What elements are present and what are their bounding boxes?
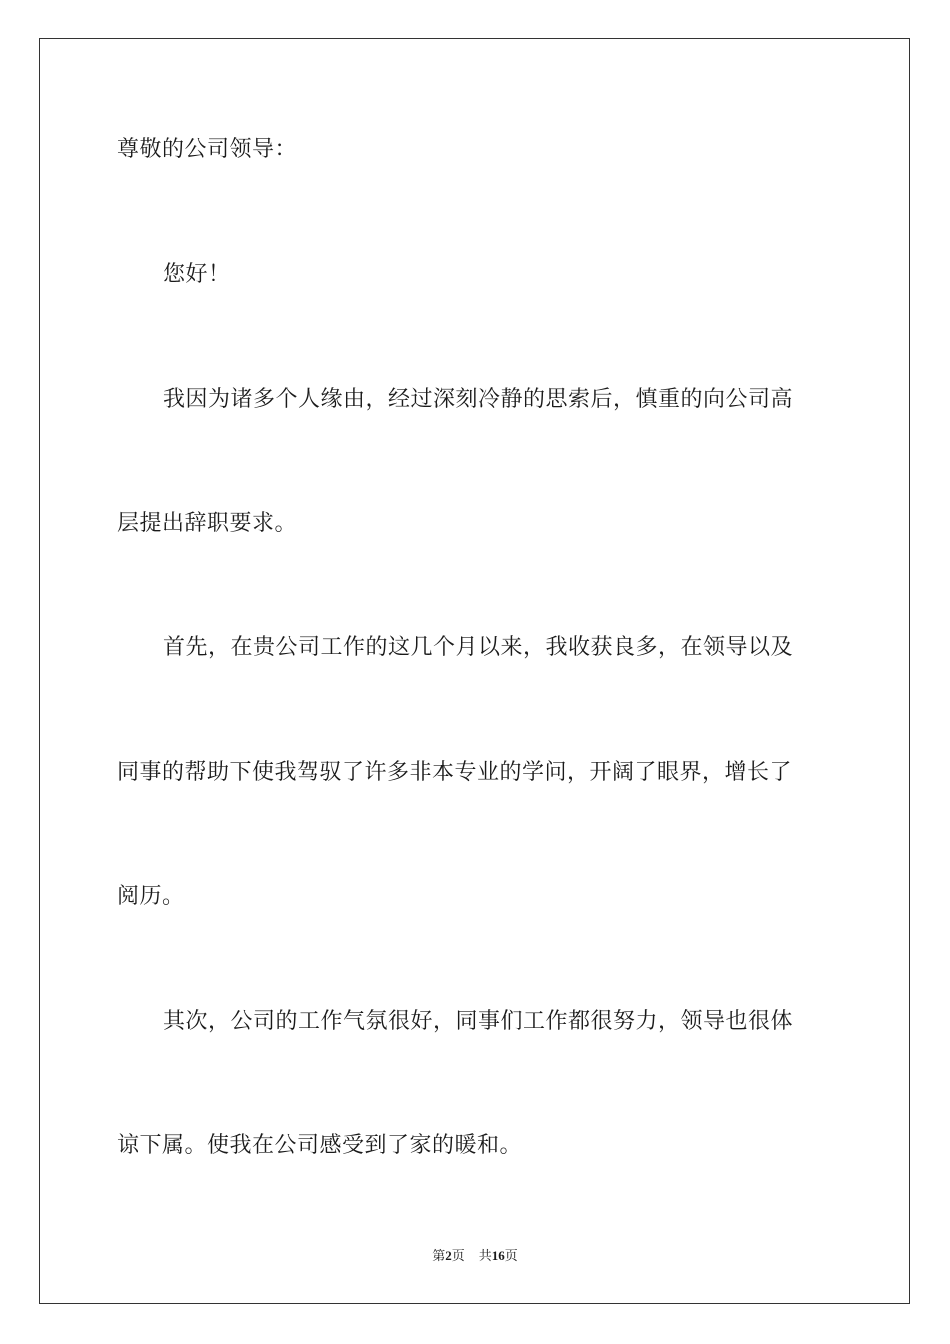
paragraph-1-line-2: 层提出辞职要求。 (117, 511, 298, 536)
page-suffix: 页 (451, 1248, 465, 1263)
page-prefix: 第 (432, 1248, 446, 1263)
total-suffix: 页 (504, 1248, 518, 1263)
total-pages: 16 (491, 1248, 505, 1263)
page-footer (0, 1247, 950, 1265)
page-border (39, 38, 910, 1304)
paragraph-2-line-1: 首先，在贵公司工作的这几个月以来，我收获良多，在领导以及 (163, 635, 794, 660)
salutation-line: 您好！ (163, 262, 231, 287)
greeting-line: 尊敬的公司领导： (117, 137, 298, 162)
page-number: 2 (445, 1248, 452, 1263)
total-prefix: 共 (478, 1248, 492, 1263)
paragraph-3-line-1: 其次，公司的工作气氛很好，同事们工作都很努力，领导也很体 (163, 1009, 794, 1034)
paragraph-3-line-2: 谅下属。使我在公司感受到了家的暖和。 (117, 1133, 523, 1158)
paragraph-2-line-3: 阅历。 (117, 884, 185, 909)
paragraph-1-line-1: 我因为诸多个人缘由，经过深刻冷静的思索后，慎重的向公司高 (163, 387, 794, 412)
paragraph-2-line-2: 同事的帮助下使我驾驭了许多非本专业的学问，开阔了眼界，增长了 (117, 760, 793, 785)
